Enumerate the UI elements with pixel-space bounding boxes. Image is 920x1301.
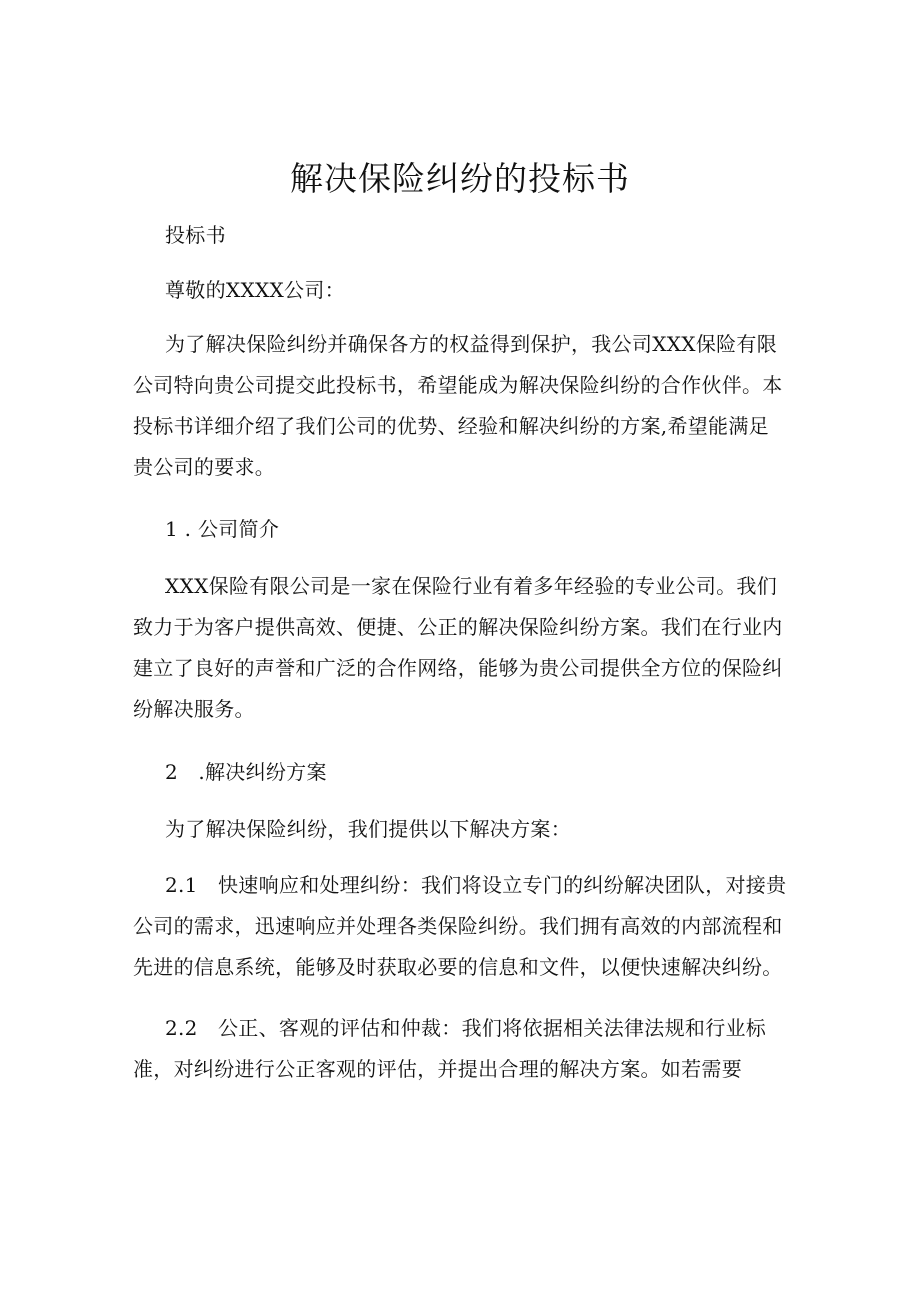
section-1-body: XXX保险有限公司是一家在保险行业有着多年经验的专业公司。我们致力于为客户提供高效、便捷、公正的解决保险纠纷方案。我们在行业内建立了良好的声誉和广泛的合作网络，能够为贵公司提供全方位的保险纠纷解决服务。 — [133, 574, 783, 721]
section-2-1-paragraph: 2.1 快速响应和处理纠纷：我们将设立专门的纠纷解决团队，对接贵公司的需求，迅速响应并处理各类保险纠纷。我们拥有高效的内部流程和先进的信息系统，能够及时获取必要的信息和文件，以便快速解决纠纷。 — [133, 873, 787, 979]
section-2-lead: 为了解决保险纠纷，我们提供以下解决方案： — [165, 817, 571, 841]
document-title: 解决保险纠纷的投标书 — [290, 159, 630, 198]
section-1-title: 1 . 公司简介 — [165, 517, 280, 541]
section-2-title: 2 .解决纠纷方案 — [165, 760, 327, 784]
salutation: 尊敬的XXXX公司： — [165, 278, 345, 302]
intro-paragraph: 为了解决保险纠纷并确保各方的权益得到保护，我公司XXX保险有限公司特向贵公司提交此投标书，希望能成为解决保险纠纷的合作伙伴。本投标书详细介绍了我们公司的优势、经验和解决纠纷的方案,希望能满足贵公司的要求。 — [133, 332, 783, 479]
document-heading: 投标书 — [165, 223, 226, 247]
section-2-2-paragraph: 2.2 公正、客观的评估和仲裁：我们将依据相关法律法规和行业标准，对纠纷进行公正客观的评估，并提出合理的解决方案。如若需要 — [133, 1016, 767, 1081]
